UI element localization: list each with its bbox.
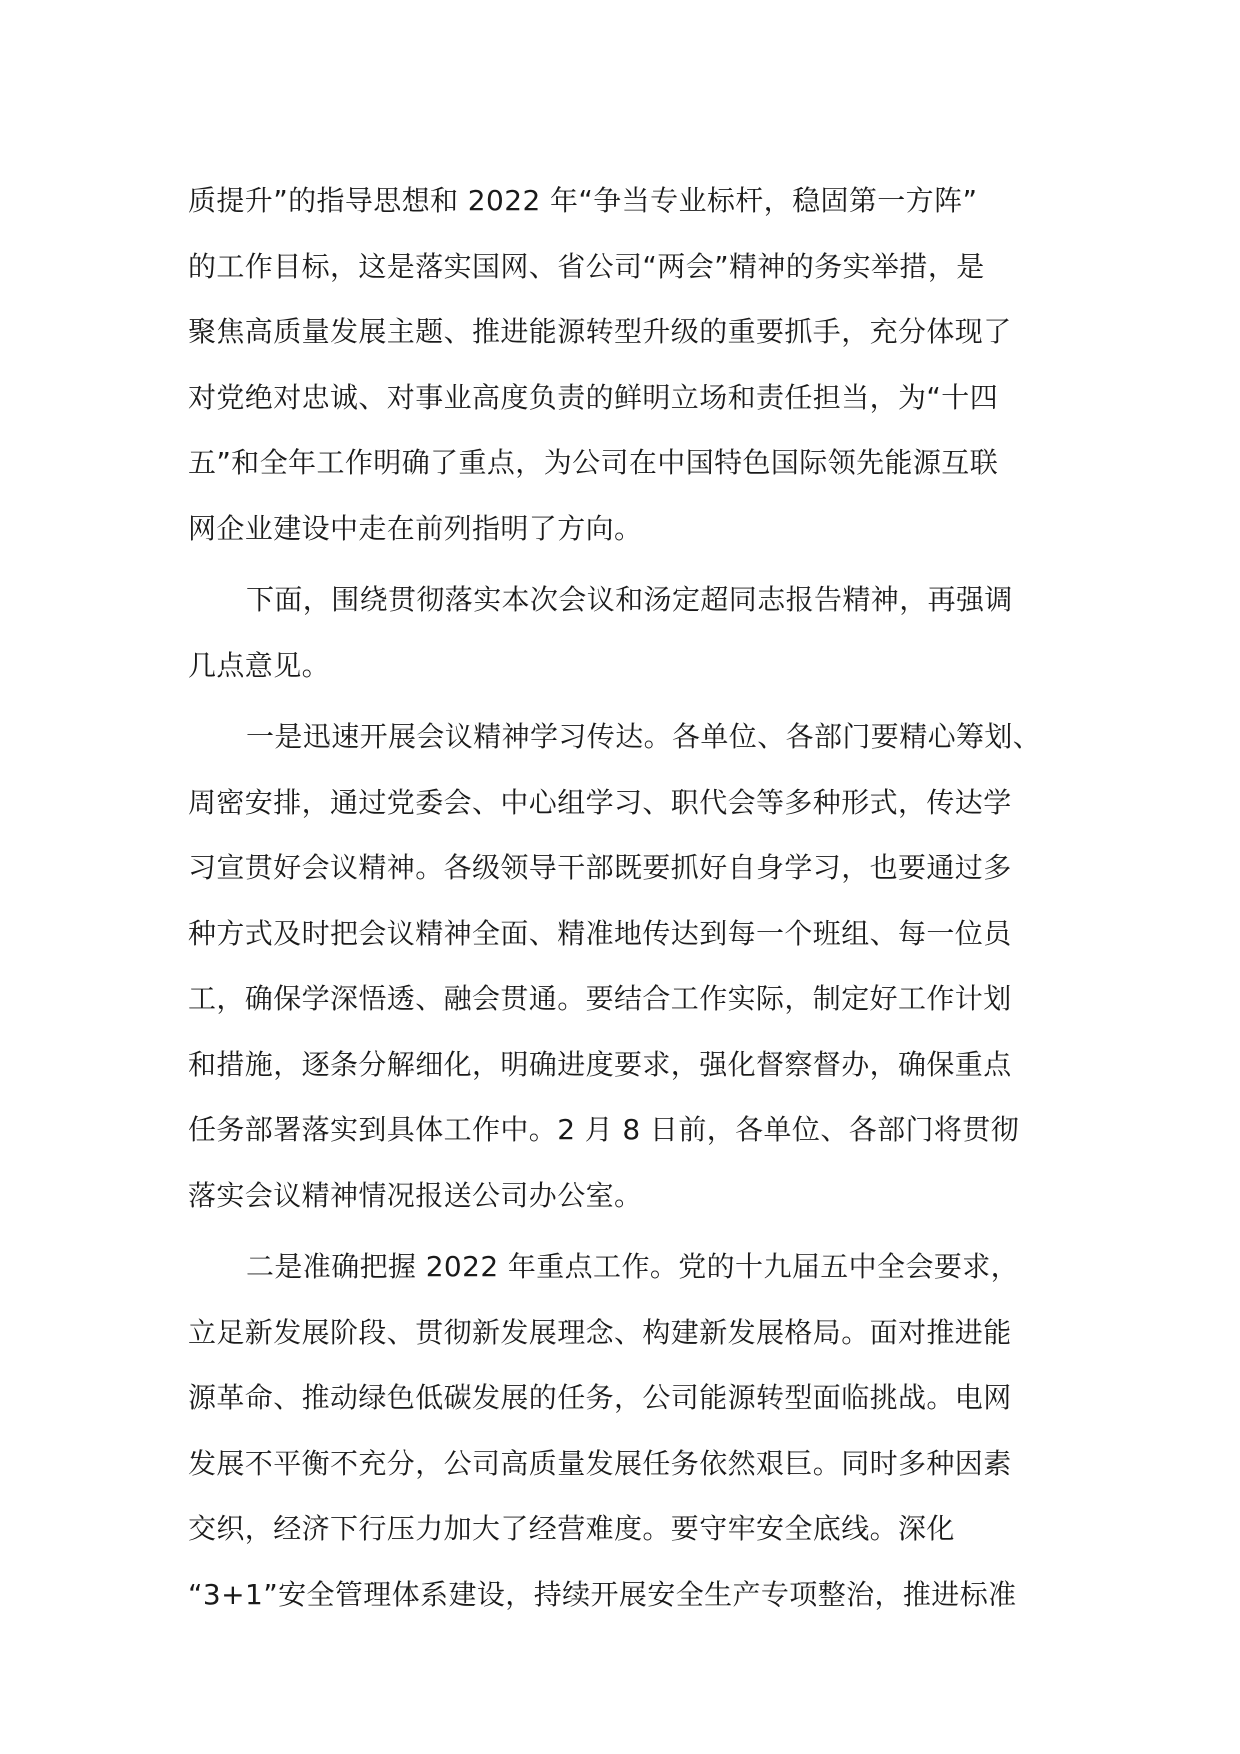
text-line: “3+1”安全管理体系建设，持续开展安全生产专项整治，推进标准	[188, 1577, 1017, 1611]
text-line: 种方式及时把会议精神全面、精准地传达到每一个班组、每一位员	[188, 916, 1012, 950]
text-line: 质提升”的指导思想和 2022 年“争当专业标杆，稳固第一方阵”	[188, 184, 978, 217]
text-line: 任务部署落实到具体工作中。2 月 8 日前，各单位、各部门将贯彻	[188, 1113, 1020, 1146]
document-body	[188, 168, 1058, 1633]
text-line: 二是准确把握 2022 年重点工作。党的十九届五中全会要求，	[246, 1250, 1020, 1283]
text-line: 落实会议精神情况报送公司办公室。	[188, 1178, 643, 1212]
text-line: 习宣贯好会议精神。各级领导干部既要抓好自身学习，也要通过多	[188, 851, 1012, 884]
paragraph-1	[188, 168, 1058, 561]
text-line: 一是迅速开展会议精神学习传达。各单位、各部门要精心筹划、	[246, 720, 1042, 753]
text-line: 源革命、推动绿色低碳发展的任务，公司能源转型面临挑战。电网	[188, 1381, 1012, 1414]
text-line: 和措施，逐条分解细化，明确进度要求，强化督察督办，确保重点	[188, 1047, 1012, 1081]
text-line: 网企业建设中走在前列指明了方向。	[188, 511, 643, 545]
text-line: 发展不平衡不充分，公司高质量发展任务依然艰巨。同时多种因素	[188, 1446, 1012, 1480]
text-line: 聚焦高质量发展主题、推进能源转型升级的重要抓手，充分体现了	[188, 315, 1012, 348]
text-line: 五”和全年工作明确了重点，为公司在中国特色国际领先能源互联	[188, 446, 999, 479]
text-line: 的工作目标，这是落实国网、省公司“两会”精神的务实举措，是	[188, 249, 985, 283]
paragraph-3	[188, 704, 1058, 1228]
text-line: 交织，经济下行压力加大了经营难度。要守牢安全底线。深化	[188, 1512, 955, 1545]
text-line: 几点意见。	[188, 648, 331, 682]
text-line: 对党绝对忠诚、对事业高度负责的鲜明立场和责任担当，为“十四	[188, 380, 999, 414]
paragraph-4	[188, 1234, 1058, 1627]
text-line: 周密安排，通过党委会、中心组学习、职代会等多种形式，传达学	[188, 785, 1012, 819]
paragraph-2	[188, 567, 1058, 698]
text-line: 下面，围绕贯彻落实本次会议和汤定超同志报告精神，再强调	[246, 583, 1013, 616]
text-line: 工，确保学深悟透、融会贯通。要结合工作实际，制定好工作计划	[188, 982, 1012, 1015]
text-line: 立足新发展阶段、贯彻新发展理念、构建新发展格局。面对推进能	[188, 1315, 1012, 1349]
